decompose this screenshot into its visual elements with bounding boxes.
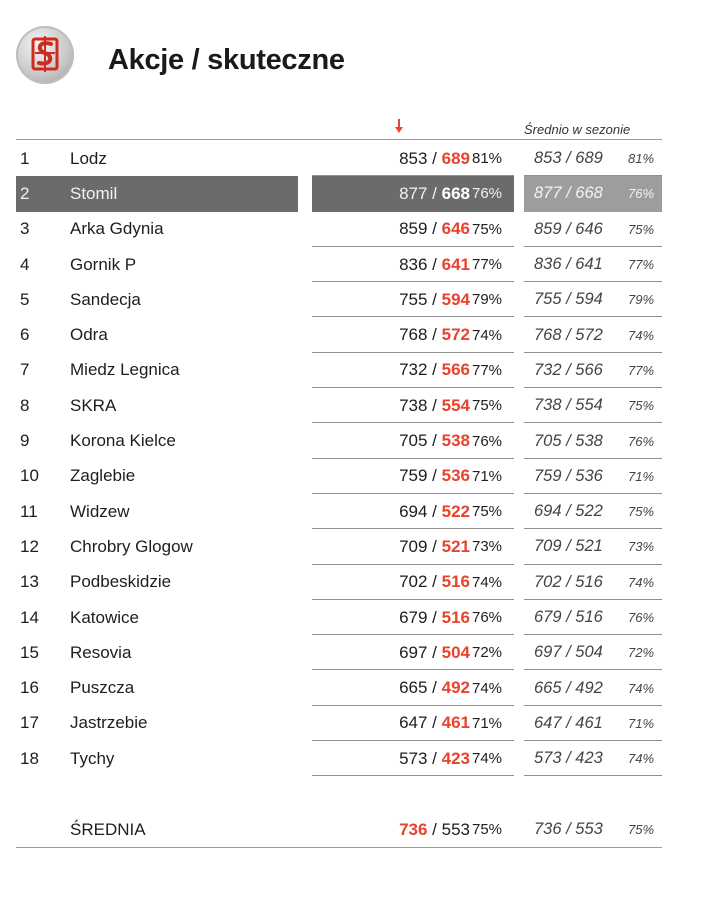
season-average-cell bbox=[524, 247, 662, 282]
actions-cell: 755 / 594 79% bbox=[312, 282, 514, 317]
season-average-value: 877 / 668 bbox=[534, 184, 603, 203]
season-average-percent: 74% bbox=[628, 751, 655, 767]
rank-cell: 4 bbox=[20, 254, 30, 274]
rank-cell: 8 bbox=[20, 395, 30, 415]
highlight-band bbox=[16, 176, 298, 211]
season-average-cell bbox=[524, 706, 662, 741]
season-average-percent: 75% bbox=[628, 221, 655, 237]
table-row[interactable] bbox=[16, 459, 662, 494]
season-average-cell bbox=[524, 282, 662, 317]
team-name: Chrobry Glogow bbox=[70, 536, 193, 556]
total-actions: 647 bbox=[399, 713, 428, 733]
successful-actions: 594 bbox=[441, 289, 470, 309]
average-season-percent: 75% bbox=[628, 822, 655, 837]
success-percent: 71% bbox=[472, 467, 503, 485]
season-average-percent: 77% bbox=[628, 257, 655, 273]
successful-actions: 516 bbox=[441, 607, 470, 627]
season-average-value: 697 / 504 bbox=[534, 643, 603, 662]
success-percent: 74% bbox=[472, 573, 503, 591]
total-actions: 853 bbox=[399, 148, 428, 168]
season-average-percent: 77% bbox=[628, 362, 655, 378]
total-actions: 694 bbox=[399, 501, 428, 521]
season-average-percent: 76% bbox=[628, 186, 655, 202]
season-average-cell bbox=[524, 459, 662, 494]
total-actions: 705 bbox=[399, 431, 428, 451]
average-label: ŚREDNIA bbox=[70, 819, 146, 839]
rank-cell: 5 bbox=[20, 289, 30, 309]
successful-actions: 504 bbox=[441, 642, 470, 662]
success-percent: 75% bbox=[472, 397, 503, 415]
team-name: Miedz Legnica bbox=[70, 360, 180, 380]
actions-cell: 709 / 521 73% bbox=[312, 529, 514, 564]
season-average-percent: 76% bbox=[628, 610, 655, 626]
rank-cell: 14 bbox=[20, 607, 39, 627]
season-average-cell bbox=[524, 600, 662, 635]
table-row[interactable] bbox=[16, 529, 662, 564]
average-successful: 553 bbox=[441, 819, 470, 839]
average-total: 736 bbox=[399, 819, 428, 839]
season-average-percent: 74% bbox=[628, 327, 655, 343]
season-average-cell bbox=[524, 353, 662, 388]
table-row[interactable] bbox=[16, 212, 662, 247]
team-name: Stomil bbox=[70, 183, 118, 203]
success-percent: 77% bbox=[472, 256, 503, 274]
success-percent: 71% bbox=[472, 714, 503, 732]
total-actions: 836 bbox=[399, 254, 428, 274]
rank-cell: 2 bbox=[20, 183, 30, 203]
season-average-cell bbox=[524, 141, 662, 176]
actions-cell: 647 / 461 71% bbox=[312, 706, 514, 741]
table-row[interactable] bbox=[16, 706, 662, 741]
season-average-cell bbox=[524, 741, 662, 776]
club-crest-icon bbox=[16, 26, 74, 84]
season-average-percent: 74% bbox=[628, 574, 655, 590]
actions-cell: 705 / 538 76% bbox=[312, 423, 514, 458]
actions-cell: 859 / 646 75% bbox=[312, 212, 514, 247]
actions-cell: 665 / 492 74% bbox=[312, 671, 514, 706]
successful-actions: 646 bbox=[441, 219, 470, 239]
team-name: Puszcza bbox=[70, 678, 135, 698]
actions-cell: 697 / 504 72% bbox=[312, 635, 514, 670]
season-average-value: 647 / 461 bbox=[534, 713, 603, 732]
successful-actions: 572 bbox=[441, 325, 470, 345]
total-actions: 859 bbox=[399, 219, 428, 239]
actions-cell: 853 / 689 81% bbox=[312, 141, 514, 176]
table-row[interactable] bbox=[16, 494, 662, 529]
success-percent: 73% bbox=[472, 538, 503, 556]
season-average-cell bbox=[524, 423, 662, 458]
season-average-value: 679 / 516 bbox=[534, 608, 603, 627]
team-name: Podbeskidzie bbox=[70, 572, 172, 592]
successful-actions: 538 bbox=[441, 431, 470, 451]
actions-cell: 573 / 423 74% bbox=[312, 741, 514, 776]
season-average-cell bbox=[524, 635, 662, 670]
team-name: Zaglebie bbox=[70, 466, 136, 486]
successful-actions: 566 bbox=[441, 360, 470, 380]
season-average-value: 702 / 516 bbox=[534, 572, 603, 591]
team-name: SKRA bbox=[70, 395, 117, 415]
success-percent: 74% bbox=[472, 326, 503, 344]
table-row[interactable] bbox=[16, 141, 662, 176]
cell-divider bbox=[312, 775, 514, 776]
total-actions: 665 bbox=[399, 678, 428, 698]
successful-actions: 521 bbox=[441, 536, 470, 556]
season-average-percent: 76% bbox=[628, 433, 655, 449]
table-row[interactable] bbox=[16, 635, 662, 670]
actions-cell: 759 / 536 71% bbox=[312, 459, 514, 494]
season-average-value: 759 / 536 bbox=[534, 466, 603, 485]
table-row[interactable] bbox=[16, 353, 662, 388]
season-average-value: 853 / 689 bbox=[534, 149, 603, 168]
successful-actions: 554 bbox=[441, 395, 470, 415]
season-average-percent: 75% bbox=[628, 398, 655, 414]
table-row[interactable] bbox=[16, 600, 662, 635]
team-name: Sandecja bbox=[70, 289, 141, 309]
rank-cell: 15 bbox=[20, 642, 39, 662]
total-actions: 709 bbox=[399, 536, 428, 556]
cell-divider bbox=[524, 775, 662, 776]
successful-actions: 516 bbox=[441, 572, 470, 592]
team-name: Korona Kielce bbox=[70, 431, 176, 451]
page-title: Akcje / skuteczne bbox=[108, 44, 345, 76]
actions-cell: 836 / 641 77% bbox=[312, 247, 514, 282]
season-average-percent: 73% bbox=[628, 539, 655, 555]
season-average-value: 768 / 572 bbox=[534, 325, 603, 344]
table-bottom-divider bbox=[16, 847, 662, 848]
total-actions: 877 bbox=[399, 183, 428, 203]
rank-cell: 18 bbox=[20, 748, 39, 768]
season-average-cell bbox=[524, 494, 662, 529]
team-name: Jastrzebie bbox=[70, 713, 148, 733]
total-actions: 702 bbox=[399, 572, 428, 592]
success-percent: 79% bbox=[472, 291, 503, 309]
season-average-cell bbox=[524, 671, 662, 706]
rank-cell: 6 bbox=[20, 325, 30, 345]
table-row[interactable] bbox=[16, 176, 662, 211]
average-percent: 75% bbox=[472, 821, 503, 838]
table-row[interactable] bbox=[16, 318, 662, 353]
successful-actions: 641 bbox=[441, 254, 470, 274]
team-name: Katowice bbox=[70, 607, 139, 627]
total-actions: 732 bbox=[399, 360, 428, 380]
successful-actions: 423 bbox=[441, 748, 470, 768]
success-percent: 72% bbox=[472, 644, 503, 662]
success-percent: 76% bbox=[472, 609, 503, 627]
season-average-value: 709 / 521 bbox=[534, 537, 603, 556]
team-name: Tychy bbox=[70, 748, 115, 768]
total-actions: 738 bbox=[399, 395, 428, 415]
average-season-cell bbox=[524, 812, 662, 847]
actions-cell: 877 / 668 76% bbox=[399, 183, 503, 203]
team-name: Odra bbox=[70, 325, 108, 345]
actions-cell: 702 / 516 74% bbox=[312, 565, 514, 600]
total-actions: 679 bbox=[399, 607, 428, 627]
rank-cell: 1 bbox=[20, 148, 30, 168]
successful-actions: 461 bbox=[441, 713, 470, 733]
season-average-value: 694 / 522 bbox=[534, 502, 603, 521]
rank-cell: 9 bbox=[20, 431, 30, 451]
success-percent: 74% bbox=[472, 750, 503, 768]
total-actions: 755 bbox=[399, 289, 428, 309]
actions-cell: 732 / 566 77% bbox=[312, 353, 514, 388]
total-actions: 759 bbox=[399, 466, 428, 486]
season-average-cell bbox=[524, 388, 662, 423]
rank-cell: 11 bbox=[20, 501, 38, 521]
average-row bbox=[16, 812, 662, 847]
season-average-value: 705 / 538 bbox=[534, 431, 603, 450]
table-row[interactable] bbox=[16, 247, 662, 282]
season-average-cell bbox=[524, 565, 662, 600]
table-row[interactable] bbox=[16, 565, 662, 600]
team-name: Widzew bbox=[70, 501, 130, 521]
team-name: Arka Gdynia bbox=[70, 219, 164, 239]
actions-cell: 738 / 554 75% bbox=[312, 388, 514, 423]
table-row[interactable] bbox=[16, 282, 662, 317]
team-name: Gornik P bbox=[70, 254, 137, 274]
season-average-percent: 75% bbox=[628, 504, 655, 520]
rank-cell: 16 bbox=[20, 678, 39, 698]
season-average-cell bbox=[524, 318, 662, 353]
success-percent: 76% bbox=[472, 185, 503, 203]
success-percent: 81% bbox=[472, 150, 503, 168]
team-name: Lodz bbox=[70, 148, 107, 168]
successful-actions: 668 bbox=[441, 183, 470, 203]
total-actions: 573 bbox=[399, 748, 428, 768]
season-average-value: 665 / 492 bbox=[534, 678, 603, 697]
season-average-cell bbox=[524, 176, 662, 211]
arrow-down-icon[interactable] bbox=[394, 118, 404, 134]
success-percent: 75% bbox=[472, 220, 503, 238]
success-percent: 75% bbox=[472, 503, 503, 521]
season-average-percent: 72% bbox=[628, 645, 655, 661]
successful-actions: 689 bbox=[441, 148, 470, 168]
total-actions: 697 bbox=[399, 642, 428, 662]
season-average-percent: 81% bbox=[628, 151, 655, 167]
season-average-percent: 74% bbox=[628, 680, 655, 696]
successful-actions: 522 bbox=[441, 501, 470, 521]
success-percent: 76% bbox=[472, 432, 503, 450]
season-average-value: 859 / 646 bbox=[534, 219, 603, 238]
season-average-value: 738 / 554 bbox=[534, 396, 603, 415]
season-average-value: 732 / 566 bbox=[534, 360, 603, 379]
season-average-percent: 71% bbox=[628, 468, 655, 484]
season-average-header: Średnio w sezonie bbox=[524, 122, 631, 137]
season-average-percent: 71% bbox=[628, 715, 655, 731]
season-average-percent: 79% bbox=[628, 292, 655, 308]
season-average-value: 573 / 423 bbox=[534, 749, 603, 768]
rank-cell: 17 bbox=[20, 713, 39, 733]
actions-cell: 768 / 572 74% bbox=[312, 318, 514, 353]
rank-cell: 3 bbox=[20, 219, 30, 239]
average-main-cell: 736 / 553 75% bbox=[399, 819, 503, 839]
table-row[interactable] bbox=[16, 423, 662, 458]
rank-cell: 10 bbox=[20, 466, 39, 486]
success-percent: 77% bbox=[472, 361, 503, 379]
table-row[interactable] bbox=[16, 671, 662, 706]
table-top-divider bbox=[16, 139, 662, 140]
successful-actions: 536 bbox=[441, 466, 470, 486]
table-row[interactable] bbox=[16, 741, 662, 776]
season-average-value: 755 / 594 bbox=[534, 290, 603, 309]
season-average-cell bbox=[524, 212, 662, 247]
team-name: Resovia bbox=[70, 642, 132, 662]
rank-cell: 13 bbox=[20, 572, 39, 592]
total-actions: 768 bbox=[399, 325, 428, 345]
actions-cell: 694 / 522 75% bbox=[312, 494, 514, 529]
season-average-cell bbox=[524, 529, 662, 564]
rank-cell: 12 bbox=[20, 536, 39, 556]
actions-cell: 679 / 516 76% bbox=[312, 600, 514, 635]
table-row[interactable] bbox=[16, 388, 662, 423]
season-average-value: 836 / 641 bbox=[534, 255, 603, 274]
average-season-value: 736 / 553 bbox=[534, 820, 603, 838]
rank-cell: 7 bbox=[20, 360, 30, 380]
success-percent: 74% bbox=[472, 679, 503, 697]
successful-actions: 492 bbox=[441, 678, 470, 698]
